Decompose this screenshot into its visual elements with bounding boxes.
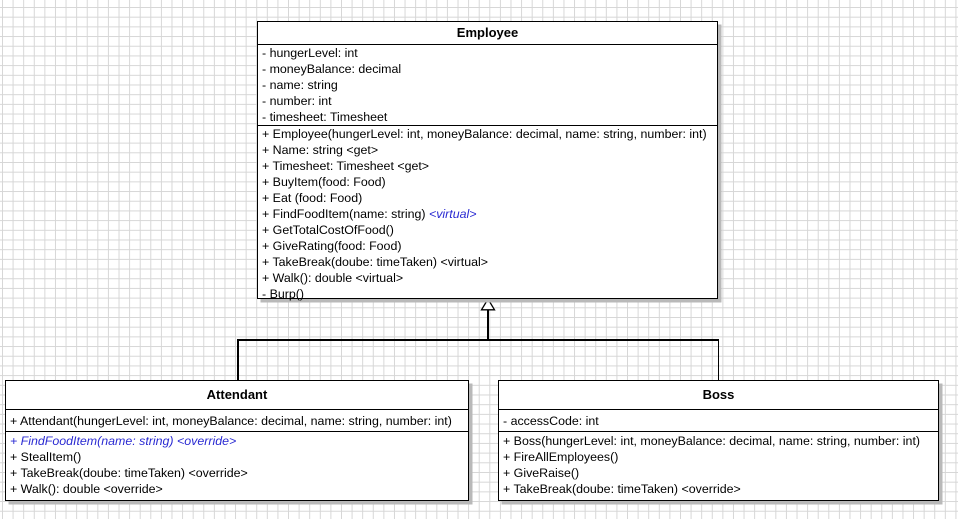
member-text: + TakeBreak(doube: timeTaken) <virtual>: [262, 255, 489, 269]
inheritance-connector-attendant[interactable]: [237, 339, 239, 380]
member-text: + Walk(): double <virtual>: [262, 271, 404, 285]
inheritance-connector-boss[interactable]: [718, 339, 720, 380]
attendant-constructor-compartment: [6, 410, 468, 432]
member-text: - hungerLevel: int: [262, 46, 358, 60]
member-text: + StealItem(): [10, 450, 82, 464]
member-row: [258, 190, 717, 206]
member-text: - name: string: [262, 78, 338, 92]
attendant-methods-compartment: [6, 432, 468, 497]
member-row: [258, 286, 717, 302]
member-text: + GiveRaise(): [503, 466, 580, 480]
member-row: [258, 61, 717, 77]
member-text: + Timesheet: Timesheet <get>: [262, 159, 430, 173]
member-text: + FindFoodItem(name: string): [262, 207, 429, 221]
member-row: [258, 142, 717, 158]
member-row: [258, 238, 717, 254]
member-row: [6, 449, 468, 465]
class-box-attendant[interactable]: [5, 380, 469, 501]
class-box-employee[interactable]: [257, 21, 718, 299]
member-text: + FireAllEmployees(): [503, 450, 619, 464]
member-row: [258, 93, 717, 109]
member-text: - timesheet: Timesheet: [262, 110, 388, 124]
member-row: [258, 45, 717, 61]
member-row: [258, 158, 717, 174]
inheritance-connector-stem[interactable]: [487, 309, 489, 340]
member-row: [499, 481, 938, 497]
member-text: - moneyBalance: decimal: [262, 62, 402, 76]
employee-attributes-compartment: [258, 45, 717, 126]
member-row: [258, 270, 717, 286]
member-annotation: <virtual>: [429, 207, 477, 221]
member-row: [6, 481, 468, 497]
member-row: [258, 77, 717, 93]
member-row: [258, 109, 717, 125]
member-text: - accessCode: int: [503, 414, 599, 428]
member-row: [258, 206, 717, 222]
class-box-boss[interactable]: [498, 380, 939, 501]
member-text: - number: int: [262, 94, 332, 108]
member-row: [258, 222, 717, 238]
member-text: + FindFoodItem(name: string) <override>: [10, 434, 237, 448]
member-row: [258, 126, 717, 142]
member-row: [6, 465, 468, 481]
member-text: + BuyItem(food: Food): [262, 175, 386, 189]
member-text: - Burp(): [262, 287, 304, 301]
member-row: [499, 410, 938, 432]
member-text: + Walk(): double <override>: [10, 482, 163, 496]
member-text: + TakeBreak(doube: timeTaken) <override>: [10, 466, 248, 480]
member-text: + Attendant(hungerLevel: int, moneyBalance: decimal, name: string, number: int): [10, 414, 452, 428]
member-text: + GiveRating(food: Food): [262, 239, 402, 253]
member-text: + TakeBreak(doube: timeTaken) <override>: [503, 482, 741, 496]
class-title-employee: Employee: [258, 22, 717, 45]
class-title-attendant: Attendant: [6, 381, 468, 410]
class-title-boss: Boss: [499, 381, 938, 410]
member-row: [6, 410, 468, 432]
boss-methods-compartment: [499, 432, 938, 497]
member-text: + Name: string <get>: [262, 143, 379, 157]
employee-methods-compartment: [258, 126, 717, 302]
member-row: [258, 254, 717, 270]
member-row: [499, 433, 938, 449]
inheritance-connector-horizontal[interactable]: [237, 339, 719, 341]
member-text: + Boss(hungerLevel: int, moneyBalance: decimal, name: string, number: int): [503, 434, 921, 448]
member-text: + Employee(hungerLevel: int, moneyBalance: decimal, name: string, number: int): [262, 127, 707, 141]
member-row: [499, 449, 938, 465]
member-text: + GetTotalCostOfFood(): [262, 223, 394, 237]
member-row: [6, 433, 468, 449]
member-text: + Eat (food: Food): [262, 191, 363, 205]
member-row: [499, 465, 938, 481]
boss-attributes-compartment: [499, 410, 938, 432]
member-row: [258, 174, 717, 190]
